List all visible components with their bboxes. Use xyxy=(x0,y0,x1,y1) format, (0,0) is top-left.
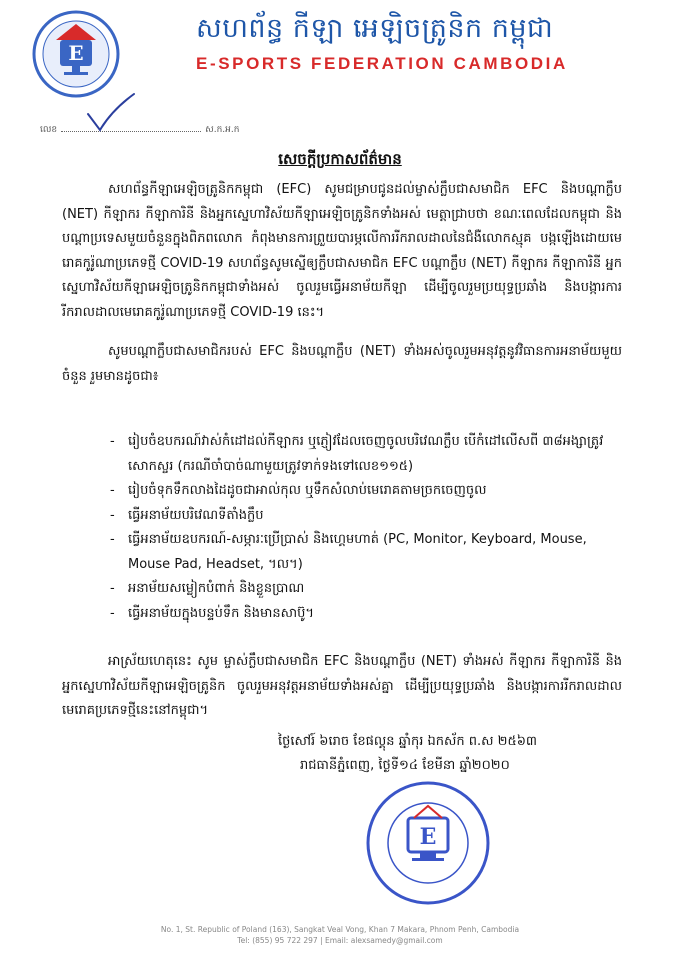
reference-line xyxy=(40,124,239,137)
paragraph-3: អាស្រ័យហេតុនេះ សូម ម្ចាស់ក្លឹបជាសមាជិក EFC និងបណ្តាក្លឹប (NET) ទាំងអស់ កីឡាករ កីឡាការិនី និងអ្នកស្នេហាវិស័យកីឡាអេឡិចត្រូនិក ចូលរួមអនុវត្តអនាម័យទាំងអស់គ្នា ដើម្បីប្រយុទ្ធប្រឆាំង និងបង្ការការរីករាលដាលមេរោគប្រភេទថ្មីនេះនៅកម្ពុជា។ xyxy=(62,654,622,718)
measures-list xyxy=(110,430,630,626)
footer-address: No. 1, St. Republic of Poland (163), Sangkat Veal Vong, Khan 7 Makara, Phnom Penh, Cambodia xyxy=(160,925,520,934)
list-item: - រៀបចំឧបករណ៍វាស់កំដៅដល់កីឡាករ ឬភ្ញៀវដែលចេញចូលបរិវេណក្លឹប បើកំដៅលើសពី ៣៨អង្សាត្រូវសោកស្ចរ (ករណីចាំបាច់ណាមួយត្រូវទាក់ទងទៅលេខ១១៥) xyxy=(110,430,630,479)
paragraph-2: សូមបណ្តាក្លឹបជាសមាជិករបស់ EFC និងបណ្តាក្លឹប (NET) ទាំងអស់ចូលរួមអនុវត្តនូវវិធានការអនាម័យមួយចំនួន រួមមានដូចជា៖ xyxy=(62,344,622,384)
lunar-date-line: ថ្ងៃសៅរ៍ ៦រោច ខែផល្គុន ឆ្នាំកុរ ឯកស័ក ព.ស ២៥៦៣ xyxy=(278,734,538,749)
list-item: - ធ្វើអនាម័យឧបករណ៍-សម្ភារៈប្រើប្រាស់ និងហ្គេមហាត់ (PC, Monitor, Keyboard, Mouse, Mouse Pad, Headset, ។ល។) xyxy=(110,528,630,577)
svg-text:E: E xyxy=(419,824,437,850)
paragraph-1: សហព័ន្ធកីឡាអេឡិចត្រូនិកកម្ពុជា (EFC) សូមជម្រាបជូនដល់ម្ចាស់ក្លឹបជាសមាជិក EFC និងបណ្តាក្លឹប (NET) កីឡាករ កីឡាការិនី និងអ្នកស្នេហាវិស័យកីឡាអេឡិចត្រូនិកទាំងអស់ មេត្តាជ្រាបថា ខណៈពេលដែលកម្ពុជា និងបណ្តាប្រទេសមួយចំនួនក្នុងពិភពលោក កំពុងមានការព្រួយបារម្ភលើការរីករាលដាលនៃជំងឺលោកស្មុគ បង្កឡើងដោយមេរោគកូរ៉ូណាប្រភេទថ្មី COVID-19 សហព័ន្ធសូមស្នើឲ្យក្លឹបជាសមាជិក EFC បណ្តាក្លឹប (NET) កីឡាករ កីឡាការិនី អ្នកស្នេហាវិស័យកីឡាអេឡិចត្រូនិកកម្ពុជាទាំងអស់ ចូលរួមធ្វើអនាម័យកីឡា ដើម្បីចូលរួមប្រយុទ្ធប្រឆាំង និងបង្ការការរីករាលដាលមេរោគកូរ៉ូណាប្រភេទថ្មី COVID-19 នេះ។ xyxy=(62,182,622,320)
federation-seal xyxy=(358,778,498,908)
reference-suffix: ស.ក.អ.ក xyxy=(205,125,240,135)
org-name-khmer: សហព័ន្ធ កីឡា អេឡិចត្រូនិក កម្ពុជា xyxy=(196,13,554,44)
footer xyxy=(0,924,680,946)
footer-contact: Tel: (855) 95 722 297 | Email: alexsamedy@gmail.com xyxy=(237,936,443,945)
svg-text:E: E xyxy=(68,41,84,65)
federation-logo xyxy=(22,10,130,98)
document-title: សេចក្តីប្រកាសព័ត៌មាន xyxy=(278,150,402,168)
place-date-line: រាជធានីភ្នំពេញ, ថ្ងៃទី១៤ ខែមីនា ឆ្នាំ២០២០ xyxy=(300,758,510,773)
list-item: - ធ្វើអនាម័យបរិវេណទីតាំងក្លឹប xyxy=(110,504,630,529)
list-item: - រៀបចំទុកទឹកលាងដៃដូចជាអាល់កុល ឬទឹកសំលាប់មេរោគតាមច្រកចេញចូល xyxy=(110,479,630,504)
list-item: - អនាម័យសម្លៀកបំពាក់ និងខ្លួនប្រាណ xyxy=(110,577,630,602)
reference-no-label: លេខ xyxy=(40,125,58,135)
handwritten-check-mark xyxy=(86,92,136,134)
org-name-english: E-SPORTS FEDERATION CAMBODIA xyxy=(196,54,568,73)
list-item: - ធ្វើអនាម័យក្នុងបន្ទប់ទឹក និងមានសាប៊ូ។ xyxy=(110,602,630,627)
